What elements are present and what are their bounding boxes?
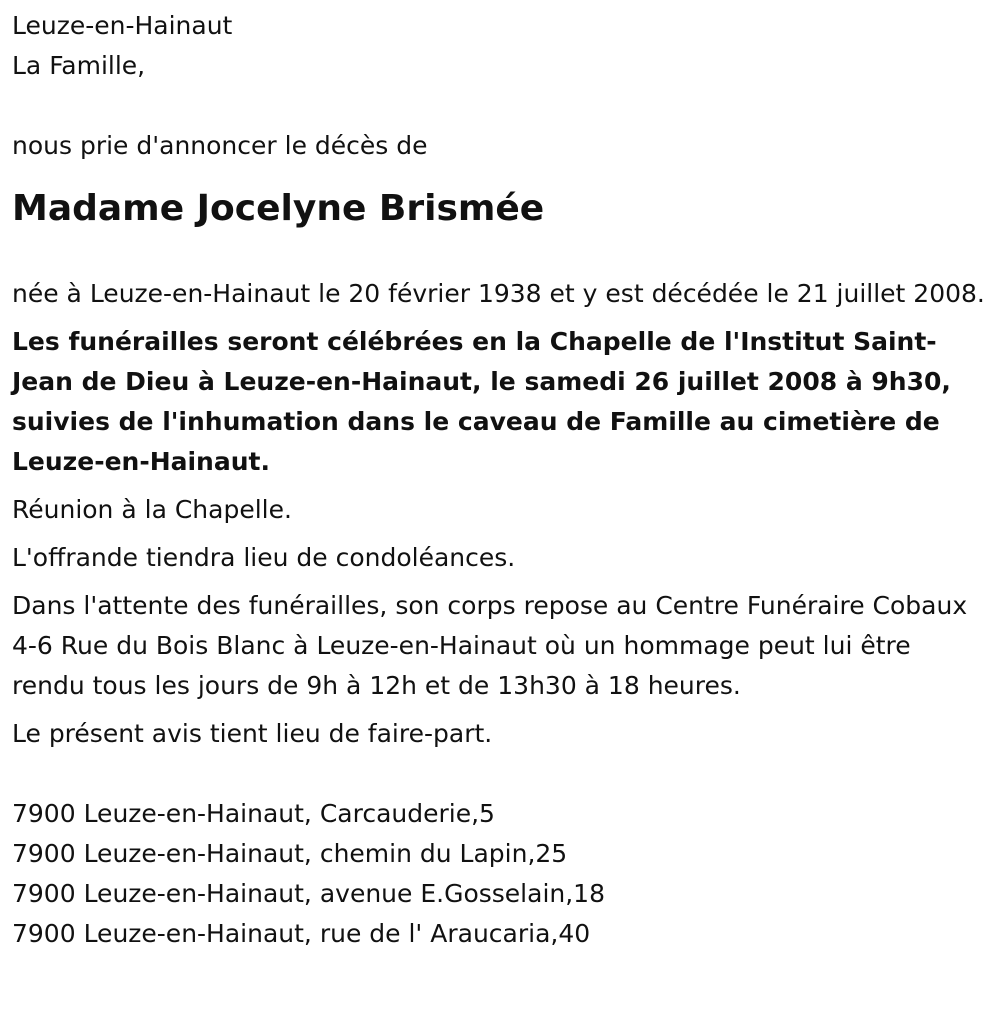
spacer (12, 482, 988, 490)
notice-text: Le présent avis tient lieu de faire-part. (12, 719, 493, 748)
header-family: La Famille, (12, 51, 146, 80)
spacer (12, 706, 988, 714)
spacer (12, 578, 988, 586)
address-line: 7900 Leuze-en-Hainaut, avenue E.Gosselain,18 (12, 879, 605, 908)
viewing-text: Dans l'attente des funérailles, son corps repose au Centre Funéraire Cobaux 4-6 Rue du Bois Blanc à Leuze-en-Hainaut où un hommage peut lui être rendu tous les jours de 9h à 12h et de 13h30 à 18 heures. (12, 591, 968, 700)
address-list (12, 794, 988, 954)
reunion-text: Réunion à la Chapelle. (12, 495, 292, 524)
spacer (12, 314, 988, 322)
funeral-info: Les funérailles seront célébrées en la Chapelle de l'Institut Saint-Jean de Dieu à Leuze-en-Hainaut, le samedi 26 juillet 2008 à 9h30, suivies de l'inhumation dans le caveau de Famille au cimetière de Leuze-en-Hainaut. (12, 327, 951, 476)
deceased-name: Madame Jocelyne Brismée (12, 188, 545, 229)
header-city: Leuze-en-Hainaut (12, 11, 233, 40)
address-line: 7900 Leuze-en-Hainaut, rue de l' Araucaria,40 (12, 919, 591, 948)
spacer (12, 754, 988, 794)
birth-death-text: née à Leuze-en-Hainaut le 20 février 1938 et y est décédée le 21 juillet 2008. (12, 279, 985, 308)
spacer (12, 530, 988, 538)
spacer (12, 234, 988, 274)
address-line: 7900 Leuze-en-Hainaut, chemin du Lapin,25 (12, 839, 568, 868)
spacer (12, 86, 988, 126)
intro-text: nous prie d'annoncer le décès de (12, 131, 428, 160)
offering-text: L'offrande tiendra lieu de condoléances. (12, 543, 516, 572)
address-line: 7900 Leuze-en-Hainaut, Carcauderie,5 (12, 799, 495, 828)
